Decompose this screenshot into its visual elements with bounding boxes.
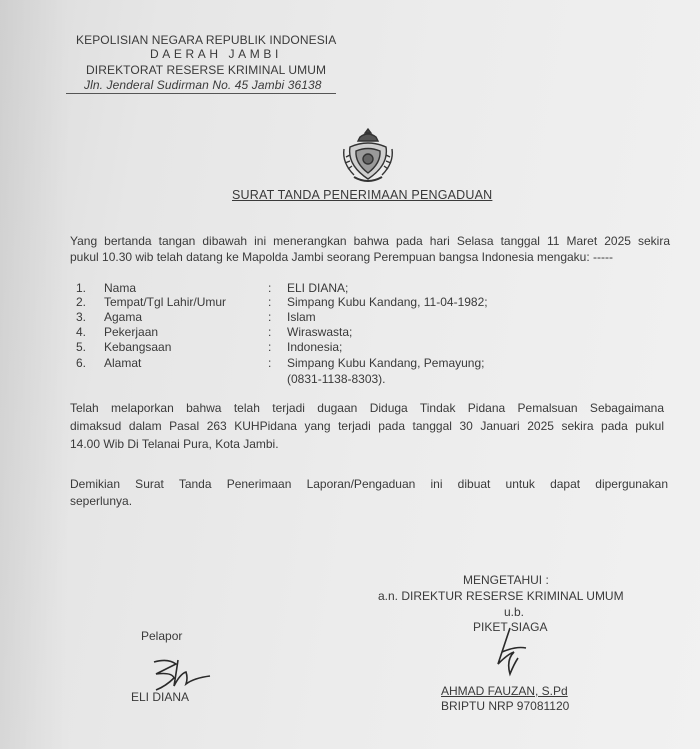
closing-line-1: Demikian Surat Tanda Penerimaan Laporan/Pengaduan ini dibuat untuk dapat dipergunakan bbox=[70, 477, 668, 491]
field-value-pekerjaan: Wiraswasta; bbox=[287, 325, 353, 339]
field-num: 2. bbox=[76, 295, 87, 309]
header-line-1: KEPOLISIAN NEGARA REPUBLIK INDONESIA bbox=[76, 33, 337, 47]
director-an-label: a.n. DIREKTUR RESERSE KRIMINAL UMUM bbox=[378, 589, 624, 603]
field-sep: : bbox=[268, 281, 272, 295]
field-num: 3. bbox=[76, 310, 87, 324]
field-value-agama: Islam bbox=[287, 310, 316, 324]
mengetahui-label: MENGETAHUI : bbox=[463, 573, 549, 587]
pelapor-label: Pelapor bbox=[141, 629, 183, 643]
pelapor-signature bbox=[148, 654, 218, 694]
police-emblem-icon bbox=[340, 127, 396, 185]
header-line-3: DIREKTORAT RESERSE KRIMINAL UMUM bbox=[86, 63, 327, 77]
field-sep: : bbox=[268, 340, 272, 354]
field-num: 1. bbox=[76, 281, 87, 295]
report-line-3: 14.00 Wib Di Telanai Pura, Kota Jambi. bbox=[70, 437, 279, 451]
field-value-nama: ELI DIANA; bbox=[287, 281, 349, 295]
field-sep: : bbox=[268, 325, 272, 339]
field-num: 5. bbox=[76, 340, 87, 354]
official-signature bbox=[480, 624, 540, 682]
piket-siaga-label: PIKET SIAGA bbox=[473, 620, 548, 634]
field-num: 4. bbox=[76, 325, 87, 339]
field-label-nama: Nama bbox=[104, 281, 137, 295]
official-rank: BRIPTU NRP 97081120 bbox=[441, 699, 570, 713]
intro-line-2: pukul 10.30 wib telah datang ke Mapolda Jambi seorang Perempuan bangsa Indonesia mengaku: ----- bbox=[70, 250, 613, 264]
report-line-1: Telah melaporkan bahwa telah terjadi dugaan Diduga Tindak Pidana Pemalsuan Sebagaimana bbox=[70, 401, 664, 415]
field-num: 6. bbox=[76, 356, 87, 370]
page-shadow bbox=[0, 0, 70, 749]
official-name: AHMAD FAUZAN, S.Pd bbox=[441, 684, 568, 698]
report-line-2: dimaksud dalam Pasal 263 KUHPidana yang terjadi pada tanggal 30 Januari 2025 sekira pada pukul bbox=[70, 419, 664, 433]
ub-label: u.b. bbox=[504, 605, 525, 619]
field-label-ttl: Tempat/Tgl Lahir/Umur bbox=[104, 295, 227, 309]
field-label-agama: Agama bbox=[104, 310, 143, 324]
field-value-ttl: Simpang Kubu Kandang, 11-04-1982; bbox=[287, 295, 488, 309]
intro-line-1: Yang bertanda tangan dibawah ini menerangkan bahwa pada hari Selasa tanggal 11 Maret 2025 sekira bbox=[70, 234, 670, 248]
pelapor-name: ELI DIANA bbox=[131, 690, 190, 704]
field-sep: : bbox=[268, 295, 272, 309]
field-label-pekerjaan: Pekerjaan bbox=[104, 325, 159, 339]
field-value-alamat-cont: (0831-1138-8303). bbox=[287, 372, 386, 386]
header-address: Jln. Jenderal Sudirman No. 45 Jambi 36138 bbox=[66, 78, 336, 94]
field-value-alamat: Simpang Kubu Kandang, Pemayung; bbox=[287, 356, 485, 370]
field-value-kebangsaan: Indonesia; bbox=[287, 340, 343, 354]
header-line-2: DAERAH JAMBI bbox=[150, 47, 282, 61]
document-title: SURAT TANDA PENERIMAAN PENGADUAN bbox=[232, 188, 493, 202]
field-sep: : bbox=[268, 310, 272, 324]
field-sep: : bbox=[268, 356, 272, 370]
field-label-kebangsaan: Kebangsaan bbox=[104, 340, 172, 354]
field-label-alamat: Alamat bbox=[104, 356, 142, 370]
closing-line-2: seperlunya. bbox=[70, 494, 133, 508]
